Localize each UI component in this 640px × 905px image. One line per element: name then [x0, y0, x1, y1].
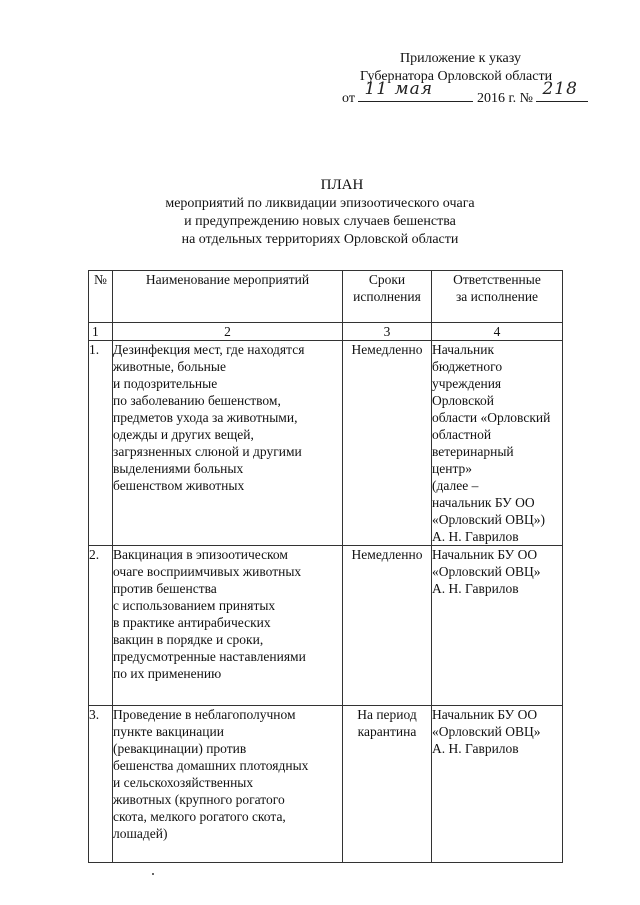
date-blank [358, 79, 473, 102]
header-terms: Сроки исполнения [343, 271, 432, 323]
year-text: 2016 г. № [476, 91, 533, 106]
row-measure: Вакцинация в эпизоотическом очаге восприимчивых животных против бешенства с использованием принятых в практике антирабических вакцин в порядке и сроки, предусмотренные наставлениями по их применению [113, 546, 343, 706]
handwritten-number: 218 [542, 79, 578, 99]
column-number: 3 [343, 323, 432, 341]
from-prefix: от [342, 91, 355, 106]
plan-title: ПЛАН [320, 177, 364, 193]
row-number: 3. [89, 706, 113, 863]
plan-subtitle-2: и предупреждению новых случаев бешенства [184, 214, 456, 229]
appendix-line-2: Губернатора Орловской области [360, 69, 553, 84]
header-responsible: Ответственные за исполнение [432, 271, 563, 323]
row-responsible: Начальник БУ ОО «Орловский ОВЦ» А. Н. Гаврилов [432, 706, 563, 863]
header-num: № [89, 271, 113, 323]
row-responsible: Начальник бюджетного учреждения Орловской области «Орловский областной ветеринарный центр» (далее – начальник БУ ОО «Орловский ОВЦ») А. Н. Гаврилов [432, 341, 563, 546]
row-number: 1. [89, 341, 113, 546]
column-number: 4 [432, 323, 563, 341]
row-responsible: Начальник БУ ОО «Орловский ОВЦ» А. Н. Гаврилов [432, 546, 563, 706]
appendix-header [342, 50, 602, 108]
row-measure: Проведение в неблагополучном пункте вакцинации (ревакцинации) против бешенства домашних плотоядных и сельскохозяйственных животных (крупного рогатого скота, мелкого рогатого скота, лошадей) [113, 706, 343, 863]
table-row [89, 706, 563, 863]
column-number: 2 [113, 323, 343, 341]
column-number-row [89, 323, 563, 341]
table-header-row [89, 271, 563, 323]
table-row [89, 546, 563, 706]
scan-speck [152, 873, 154, 875]
plan-table [88, 270, 563, 863]
number-blank [536, 79, 588, 102]
handwritten-date: 11 мая [364, 79, 433, 99]
column-number: 1 [89, 323, 113, 341]
row-terms: На период карантина [343, 706, 432, 863]
table-row [89, 341, 563, 546]
row-terms: Немедленно [343, 341, 432, 546]
appendix-line-1: Приложение к указу [400, 51, 521, 66]
header-name: Наименование мероприятий [113, 271, 343, 323]
plan-title-block [0, 176, 640, 249]
appendix-date-line [342, 79, 602, 108]
plan-subtitle-1: мероприятий по ликвидации эпизоотического очага [165, 196, 475, 211]
plan-subtitle-3: на отдельных территориях Орловской области [181, 232, 459, 247]
row-number: 2. [89, 546, 113, 706]
row-measure: Дезинфекция мест, где находятся животные, больные и подозрительные по заболеванию бешенством, предметов ухода за животными, одежды и других вещей, загрязненных слюной и другими выделениями больных бешенством животных [113, 341, 343, 546]
row-terms: Немедленно [343, 546, 432, 706]
